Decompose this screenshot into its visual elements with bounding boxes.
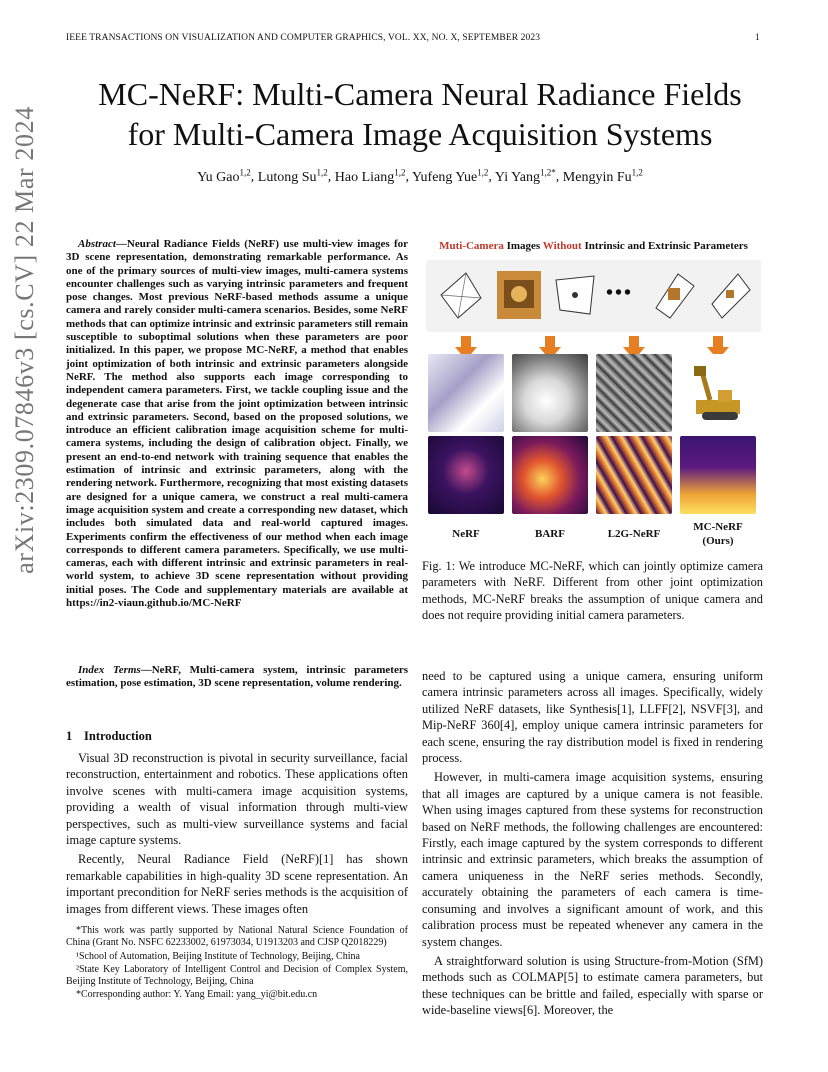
paragraph: Recently, Neural Radiance Field (NeRF)[1] has shown remarkable capabilities in high-quality 3D scene representation. An important precondition for NeRF series methods is the acquisition of images from different views. These images often (66, 852, 408, 916)
camera-view-image (648, 268, 698, 322)
author: Yufeng Yue$^{1,2}$ (411, 167, 489, 185)
running-head: IEEE TRANSACTIONS ON VISUALIZATION AND COMPUTER GRAPHICS, VOL. XX, NO. X, SEPTEMBER 2023 (66, 33, 541, 43)
method-label-barf: BARF (535, 528, 565, 540)
camera-frustum-icon (550, 268, 600, 322)
page-number: 1 (755, 33, 760, 43)
paragraph: need to be captured using a unique camera, ensuring uniform camera intrinsic parameters across all images. Specifically, widely utilized NeRF datasets, like Synthesis[1], LLFF[2], NSVF[3], and Mip-NeRF 360[4], employ unique camera intrinsic parameters for each scene, ensuring the ray distribution model is fixed in rendering process. (422, 669, 763, 766)
footnote: ¹School of Automation, Beijing Institute of Technology, Beijing, China (76, 950, 360, 962)
mc-nerf-depth-render (680, 436, 756, 514)
author-list: Yu Gao$^{1,2}$, Lutong Su$^{1,2}$, Hao Liang$^{1,2}$, Yufeng Yue$^{1,2}$, Yi Yang$^{1,2*}$, Mengyin Fu$^{1,2}$ (197, 167, 643, 185)
paper-title (40, 74, 800, 154)
right-column-body (422, 668, 763, 1019)
author: Lutong Su$^{1,2}$ (257, 167, 328, 185)
paragraph: However, in multi-camera image acquisition systems, ensuring that all images are captured by a unique camera is not feasible. When using images captured from these systems for reconstruction based on NeRF methods, the following challenges are encountered: Firstly, each image captured by the system corresponds to different intrinsic and extrinsic parameters, which breaks the assumption of camera uniqueness in the NeRF series methods. Secondly, accurately obtaining the parameters of each camera is time-consuming and involves a significant amount of work, and this calibration process must be repeated whenever any camera in the system changes. (422, 770, 763, 949)
figure-heading: Muti-Camera Images Without Intrinsic and Extrinsic Parameters (439, 240, 748, 252)
abstract-text: —Neural Radiance Fields (NeRF) use multi-view images for 3D scene representation, demonstrating remarkable performance. As one of the primary sources of multi-view images, multi-camera systems encounter challenges such as varying intrinsic parameters and frequent pose changes. Most previous NeRF-based methods assume a unique camera and rarely consider multi-camera scenarios. Besides, some NeRF methods that can optimize intrinsic and extrinsic parameters still remain susceptible to suboptimal solutions when these parameters are poor initialized. In this paper, we propose MC-NeRF, a method that enables joint optimization of both intrinsic and extrinsic parameters alongside NeRF. The method also supports each image corresponding to independent camera parameters. First, we tackle coupling issue and the degenerate case that arise from the joint optimization between intrinsic and extrinsic parameters. Second, based on the proposed solutions, we introduce an efficient calibration image acquisition scheme for multi-camera systems, including the design of calibration object. Finally, we present an end-to-end network with training sequence that enables the estimation of intrinsic and extrinsic parameters, along with the rendering network. Furthermore, recognizing that most existing datasets are designed for a unique camera, we construct a real multi-camera image acquisition system and create a corresponding new dataset, which includes both simulated data and real-world captured images. Experiments confirm the effectiveness of our method when each image corresponds to different camera parameters. Specifically, we use multi-cameras, each with different intrinsic and extrinsic parameters in real-world system, to achieve 3D scene representation without providing initial poses. The Code and supplementary materials are available at https://in2-viaun.github.io/MC-NeRF (66, 238, 408, 610)
paragraph: Visual 3D reconstruction is pivotal in security surveillance, facial reconstruction, entertainment and robotics. These applications often involve scenes with multi-camera image acquisition systems, providing a wealth of visual information through multi-view perspectives, such as multi-view surveillance systems and facial image capture systems. (66, 751, 408, 848)
camera-view-image (494, 268, 544, 322)
footnote: *Corresponding author: Y. Yang Email: yang_yi@bit.edu.cn (76, 989, 318, 1001)
intro-body (66, 750, 408, 917)
author: Yu Gao$^{1,2}$ (197, 167, 251, 185)
camera-frustum-icon (436, 268, 486, 322)
nerf-rgb-render (428, 354, 504, 432)
excavator-icon (680, 354, 756, 432)
arxiv-stamp: arXiv:2309.07846v3 [cs.CV] 22 Mar 2024 (10, 106, 39, 574)
nerf-depth-render (428, 436, 504, 514)
author: Mengyin Fu$^{1,2}$ (562, 167, 643, 185)
abstract (66, 238, 408, 610)
barf-depth-render (512, 436, 588, 514)
barf-rgb-render (512, 354, 588, 432)
mc-nerf-rgb-render (680, 354, 756, 432)
section-number: 1 (66, 729, 73, 743)
title-line-1: MC-NeRF: Multi-Camera Neural Radiance Fields (98, 76, 742, 112)
author: Yi Yang$^{1,2*}$ (494, 167, 556, 185)
camera-views-row (426, 260, 761, 332)
method-label-nerf: NeRF (452, 528, 480, 540)
figure-1 (424, 238, 763, 550)
method-label-mc-nerf: MC-NeRF (Ours) (693, 521, 743, 547)
title-line-2: for Multi-Camera Image Acquisition Systems (127, 116, 713, 152)
author: Hao Liang$^{1,2}$ (334, 167, 406, 185)
paragraph: A straightforward solution is using Structure-from-Motion (SfM) methods such as COLMAP[5] to estimate camera parameters, but these techniques can be brittle and failed, especially with sparse or wide-baseline views[6]. Moreover, the (422, 953, 763, 1018)
footnotes (66, 925, 408, 1003)
method-label-l2g-nerf: L2G-NeRF (607, 528, 661, 540)
index-terms-lead: Index Terms (78, 664, 141, 676)
figure-caption: Fig. 1: We introduce MC-NeRF, which can jointly optimize camera parameters with NeRF. Different from other joint optimization methods, MC-NeRF breaks the assumption of unique camera and does not require providing initial camera parameters. (422, 559, 763, 623)
l2g-nerf-rgb-render (596, 354, 672, 432)
camera-view-image (704, 268, 754, 322)
index-terms (66, 664, 408, 691)
section-title: Introduction (84, 729, 152, 743)
index-terms-text: —NeRF, Multi-camera system, intrinsic parameters estimation, pose estimation, 3D scene representation, volume rendering. (66, 664, 408, 690)
more-cameras-ellipsis: ••• (606, 282, 634, 304)
footnote: ²State Key Laboratory of Intelligent Control and Decision of Complex System, Beijing Institute of Technology, Beijing, China (66, 963, 408, 988)
footnote: *This work was partly supported by National Natural Science Foundation of China (Grant No. NSFC 62233002, 61973034, U1913203 and CJSP Q2018229) (66, 925, 408, 949)
l2g-nerf-depth-render (596, 436, 672, 514)
section-heading (66, 729, 408, 744)
abstract-lead: Abstract (78, 238, 116, 250)
